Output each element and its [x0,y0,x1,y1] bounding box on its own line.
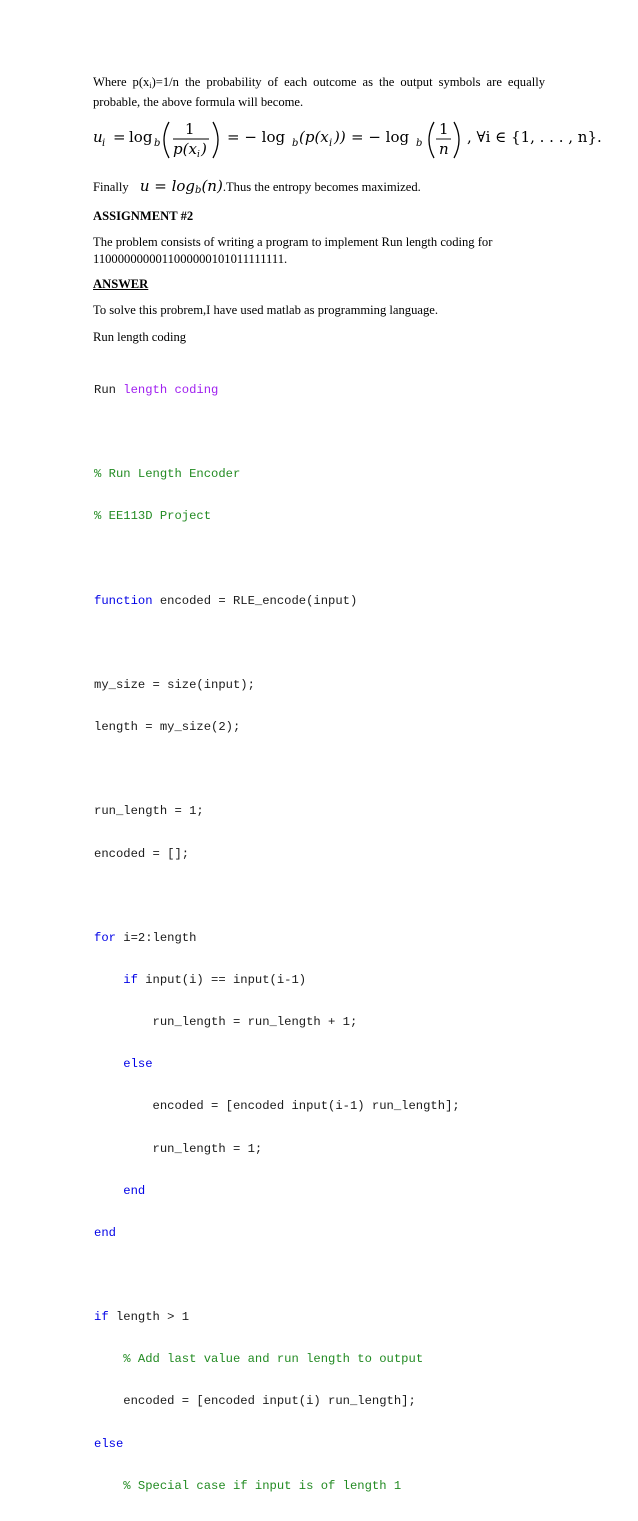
code-line-function [94,594,554,608]
code-line-increment [94,1015,554,1029]
code-line-if [94,973,554,987]
code-line-else [94,1057,554,1071]
code-if2-keyword: if [94,1310,109,1325]
formula-frac-den-close: ) [201,140,207,158]
code-else-keyword: else [123,1057,153,1072]
code-for-keyword: for [94,930,116,945]
finally-label: Finally [93,180,129,194]
formula-left-paren [164,122,169,158]
formula-base2: b [292,138,299,149]
code-for-rest: i=2:length [115,930,197,945]
code-line-end-if [94,1184,554,1198]
para1-subscript: i [149,81,152,90]
code-function-signature: encoded = RLE_encode(input) [152,593,358,608]
code-blank [94,1268,554,1282]
formula-frac-num: 1 [185,120,195,138]
formula-right-frac-den: n [439,140,449,158]
formula-lhs: u [93,128,103,146]
formula-log1: log [129,128,153,146]
formula-frac-den: p(x [173,140,197,158]
formula-eq: = [113,128,126,146]
assignment-heading: ASSIGNMENT #2 [93,209,194,223]
formula-middle: = − log [227,128,286,146]
finally-line [93,178,545,199]
formula-svg [93,112,602,162]
formula-right: = − log [351,128,410,146]
answer-heading: ANSWER [93,277,149,291]
solve-text: To solve this probrem,I have used matlab as programming language. [93,303,439,317]
code-comment-2: % EE113D Project [94,509,212,524]
formula-middle-sub: i [329,138,333,149]
finally-math-arg: (n) [201,177,223,195]
run-length-coding-label: Run length coding [93,330,187,344]
code-line-if2 [94,1310,554,1324]
code-line-else2: else [94,1436,124,1451]
code-line-reset [94,1142,554,1156]
formula-frac-den-sub: i [197,150,200,160]
finally-math-base: b [195,185,202,196]
code-append-last-text: encoded = [encoded input(i) run_length]; [123,1394,416,1409]
finally-math [140,177,223,195]
para1-rest: )=1/n the probability of each outcome as the output symbols are equally probable, the above formula will become. [93,75,545,109]
formula-forall: , ∀i ∈ {1, . . . , n}. [467,128,602,146]
formula-base3: b [416,138,423,149]
code-line-end-for: end [94,1225,116,1240]
code-append-text: encoded = [encoded input(i-1) run_length]; [152,1099,460,1114]
formula-right-frac-num: 1 [439,120,449,138]
formula-right-paren [213,122,218,158]
code-if-rest: input(i) == input(i-1) [137,972,307,987]
code-function-keyword: function [94,593,153,608]
code-line-comment-4 [94,1479,554,1493]
code-increment-text: run_length = run_length + 1; [152,1015,358,1030]
formula-middle-close: )) [334,128,346,146]
code-line-length: length = my_size(2); [94,720,241,735]
problem-line-1: The problem consists of writing a program to implement Run length coding for [93,235,493,249]
code-comment-1: % Run Length Encoder [94,467,241,482]
code-blank [94,425,554,439]
code-run-args: length coding [123,383,219,397]
code-line-append [94,1099,554,1113]
code-if2-rest: length > 1 [108,1310,190,1325]
code-line-comment-3 [94,1352,554,1366]
code-blank [94,552,554,566]
code-line-mysize: my_size = size(input); [94,677,255,692]
entropy-formula [93,112,602,162]
formula-base1: b [154,138,161,149]
formula-right-paren2 [454,122,459,158]
code-blank [94,889,554,903]
code-blank [94,636,554,650]
code-run-cmd: Run [94,383,116,397]
code-line-for [94,931,554,945]
formula-left-paren2 [429,122,434,158]
matlab-code-block [94,355,554,1521]
finally-math-main: u = log [139,177,196,195]
formula-middle-arg: (p(x [299,128,329,146]
code-line-run [94,383,554,397]
code-comment-4: % Special case if input is of length 1 [123,1478,402,1493]
problem-line-2: 1100000000011000000101011111111. [93,252,288,266]
code-if-keyword: if [123,972,138,987]
code-line-runlength-init: run_length = 1; [94,804,204,819]
finally-text: .Thus the entropy becomes maximized. [222,180,421,194]
equal-probability-paragraph [93,74,545,111]
code-blank [94,762,554,776]
code-reset-text: run_length = 1; [152,1141,263,1156]
para1-prefix: Where p(x [93,75,150,89]
code-line-encoded-init: encoded = []; [94,846,190,861]
code-line-append-last [94,1394,554,1408]
formula-lhs-sub: i [102,138,106,149]
code-end-if-keyword: end [123,1183,146,1198]
code-comment-3: % Add last value and run length to output [123,1352,424,1367]
